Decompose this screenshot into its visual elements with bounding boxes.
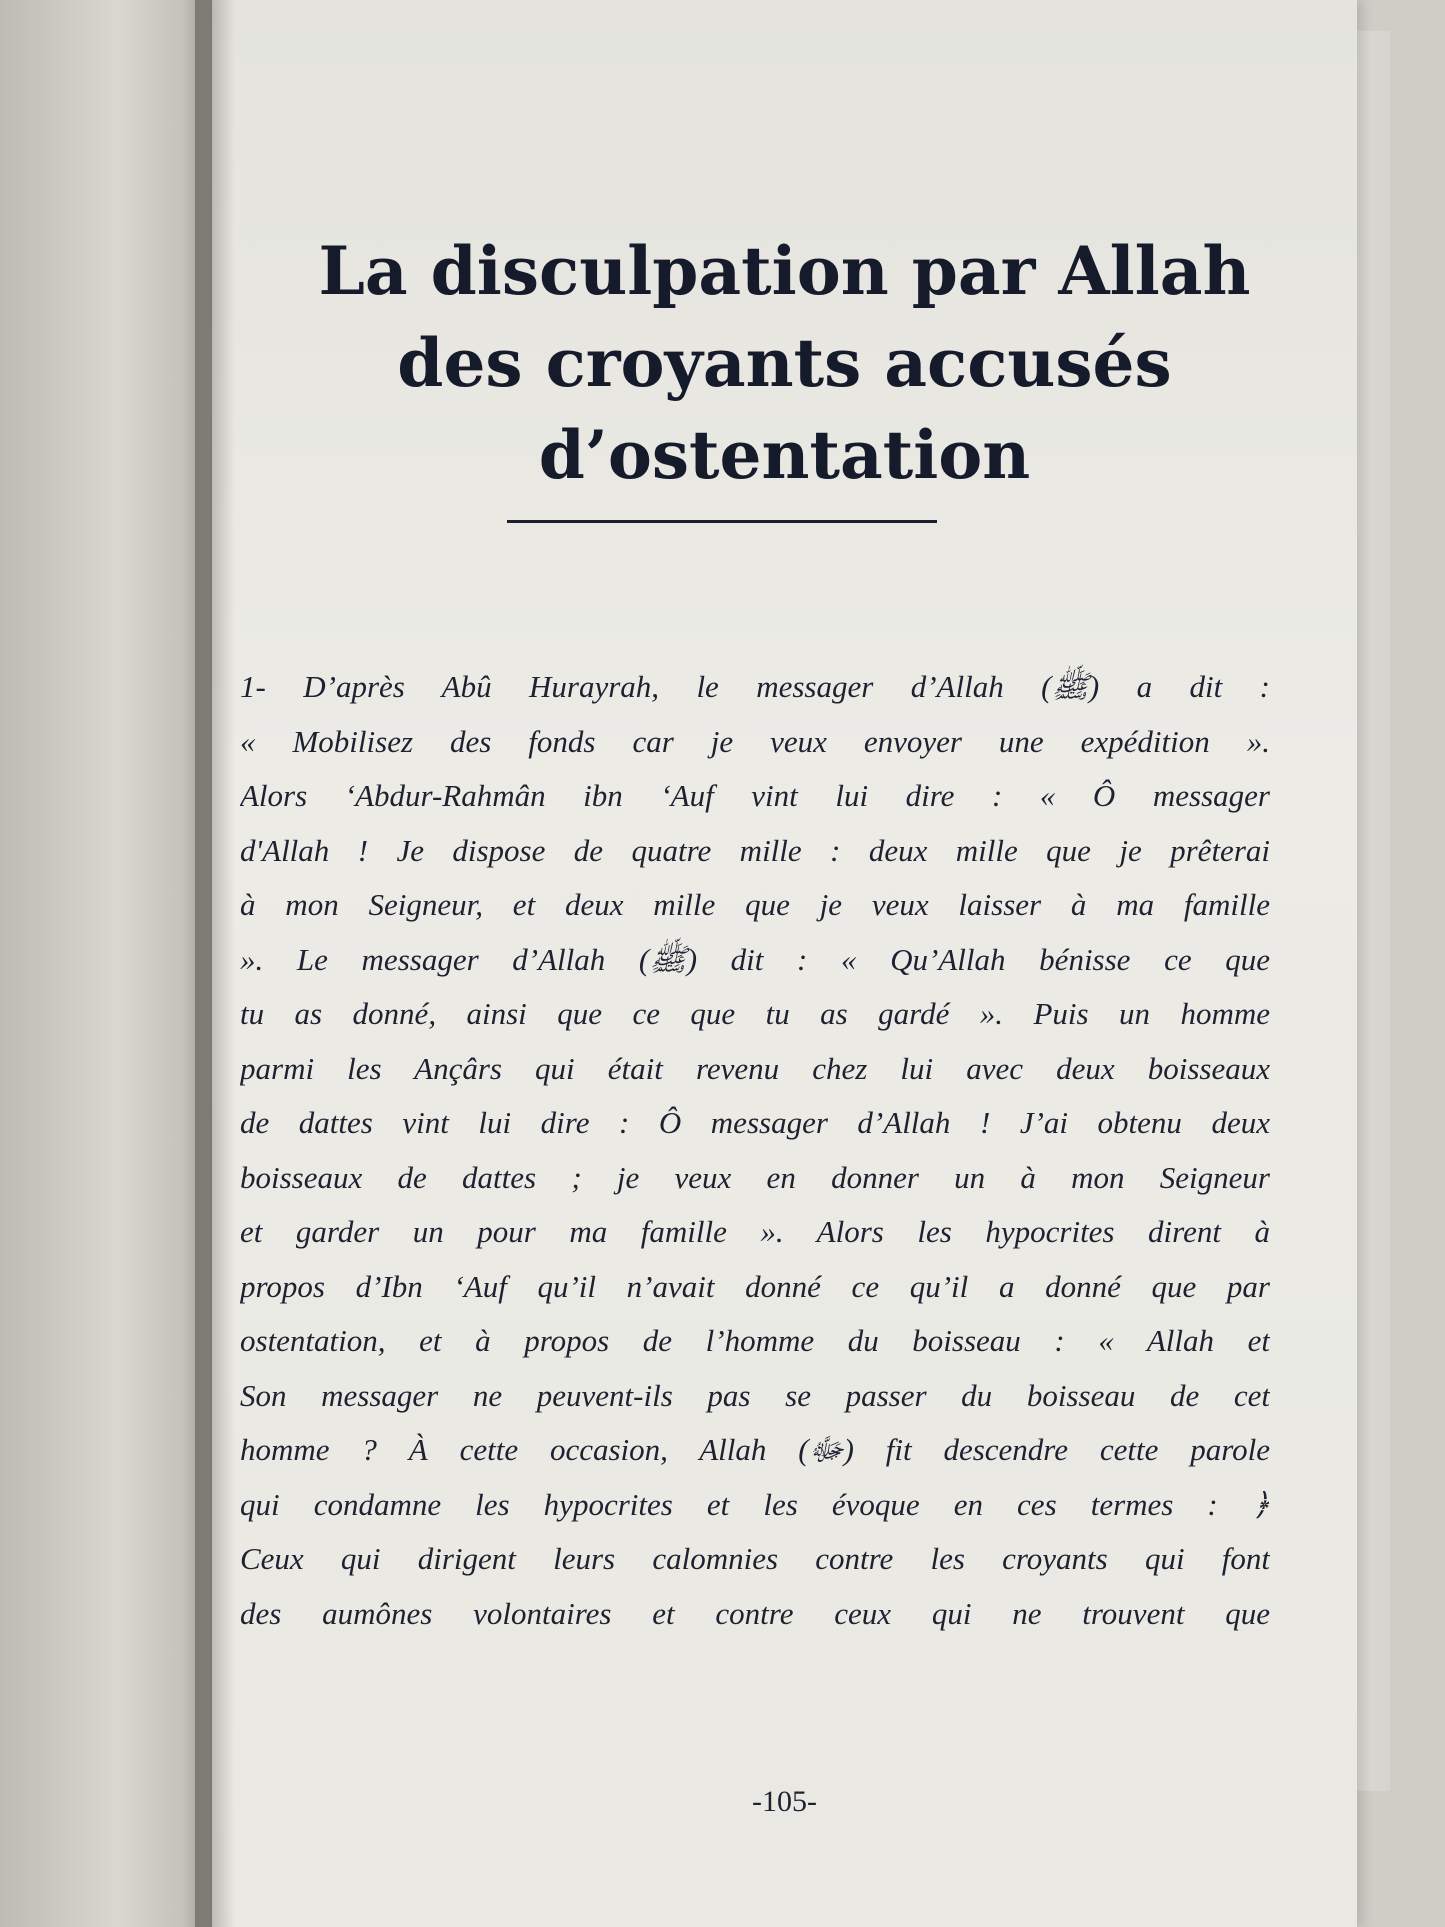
- title-underline: [507, 520, 937, 523]
- text-line: Alors ‘Abdur-Rahmân ibn ‘Auf vint lui dire : « Ô messager: [240, 778, 1270, 813]
- book-page: [212, 0, 1357, 1927]
- chapter-title-line: des croyants accusés: [397, 324, 1172, 402]
- text-line: des aumônes volontaires et contre ceux qui ne trouvent que: [240, 1595, 1270, 1631]
- text-line: « Mobilisez des fonds car je veux envoyer une expédition ».: [240, 723, 1270, 759]
- text-line: et garder un pour ma famille ». Alors les hypocrites dirent à: [240, 1214, 1270, 1249]
- text-line: d'Allah ! Je dispose de quatre mille : deux mille que je prêterai: [240, 832, 1270, 868]
- text-line: boisseaux de dattes ; je veux en donner un à mon Seigneur: [240, 1159, 1270, 1195]
- text-line: propos d’Ibn ‘Auf qu’il n’avait donné ce qu’il a donné que par: [240, 1268, 1270, 1304]
- text-line: ». Le messager d’Allah (ﷺ) dit : « Qu’Allah bénisse ce que: [240, 941, 1270, 977]
- chapter-title: [212, 225, 1357, 501]
- text-line: qui condamne les hypocrites et les évoque en ces termes : ﴿: [240, 1486, 1270, 1522]
- text-line: 1- D’après Abû Hurayrah, le messager d’Allah (ﷺ) a dit :: [240, 669, 1270, 704]
- text-line: Son messager ne peuvent-ils pas se passer du boisseau de cet: [240, 1377, 1270, 1413]
- text-line: parmi les Ançârs qui était revenu chez lui avec deux boisseaux: [240, 1050, 1270, 1086]
- text-line: ostentation, et à propos de l’homme du boisseau : « Allah et: [240, 1323, 1270, 1358]
- text-line: de dattes vint lui dire : Ô messager d’Allah ! J’ai obtenu deux: [240, 1105, 1270, 1140]
- gutter-shadow: [195, 0, 235, 1927]
- text-line: à mon Seigneur, et deux mille que je veux laisser à ma famille: [240, 887, 1270, 922]
- text-line: tu as donné, ainsi que ce que tu as gardé ». Puis un homme: [240, 996, 1270, 1031]
- chapter-title-line: d’ostentation: [538, 416, 1031, 494]
- facing-page: [0, 0, 215, 1927]
- page-number: -105-: [752, 1785, 817, 1818]
- body-paragraph: [240, 660, 1270, 1641]
- text-line: Ceux qui dirigent leurs calomnies contre les croyants qui font: [240, 1541, 1270, 1576]
- chapter-title-line: La disculpation par Allah: [318, 232, 1251, 310]
- text-line: homme ? À cette occasion, Allah (ﷻ) fit descendre cette parole: [240, 1432, 1270, 1467]
